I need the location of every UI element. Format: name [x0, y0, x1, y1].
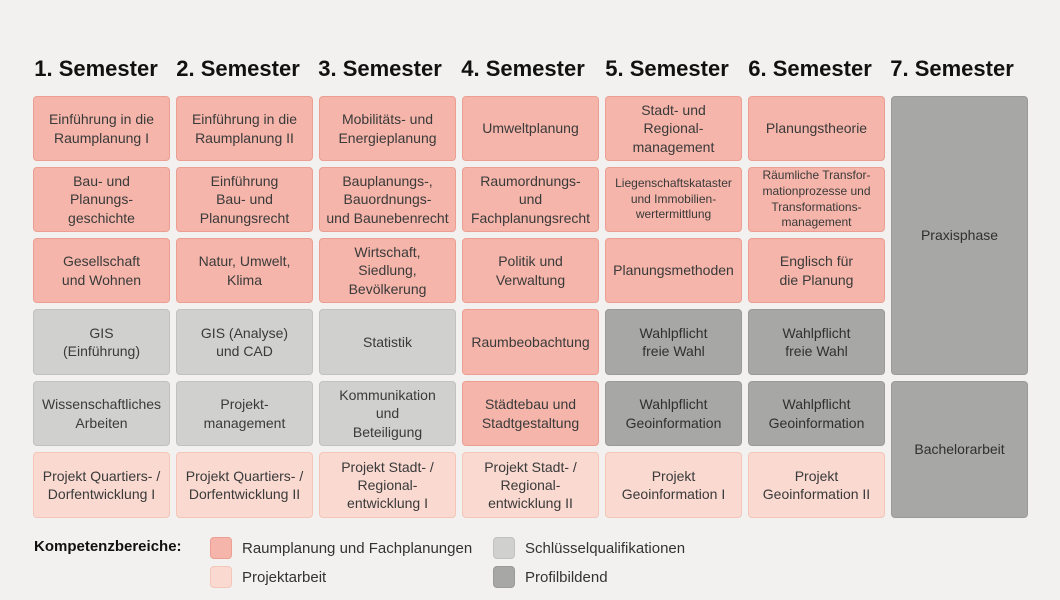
- module-gis-einfuehrung: GIS (Einführung): [33, 309, 170, 375]
- legend-title: Kompetenzbereiche:: [34, 538, 182, 555]
- module-planungstheorie: Planungstheorie: [748, 96, 885, 161]
- legend-item-projektarbeit: [210, 566, 326, 588]
- module-bachelorarbeit: Bachelorarbeit: [891, 381, 1028, 518]
- module-projekt-quartiers-2: Projekt Quartiers- / Dorfentwicklung II: [176, 452, 313, 518]
- module-praxisphase: Praxisphase: [891, 96, 1028, 375]
- semester-6-header: 6. Semester: [748, 56, 872, 81]
- module-kommunikation: Kommunikation und Beteiligung: [319, 381, 456, 446]
- module-einfuehrung-raumplanung-2: Einführung in die Raumplanung II: [176, 96, 313, 161]
- module-projekt-geoinformation-2: Projekt Geoinformation II: [748, 452, 885, 518]
- module-wahlpflicht-freie-wahl-6: Wahlpflicht freie Wahl: [748, 309, 885, 375]
- legend-swatch-projektarbeit: [210, 566, 232, 588]
- module-wissenschaftliches-arbeiten: Wissenschaftliches Arbeiten: [33, 381, 170, 446]
- module-liegenschaftskataster: Liegenschaftskataster und Immobilien- wertermittlung: [605, 167, 742, 232]
- semester-4-header: 4. Semester: [461, 56, 585, 81]
- module-politik-verwaltung: Politik und Verwaltung: [462, 238, 599, 303]
- module-wahlpflicht-geoinformation-5: Wahlpflicht Geoinformation: [605, 381, 742, 446]
- semester-1-header: 1. Semester: [34, 56, 158, 81]
- module-projekt-geoinformation-1: Projekt Geoinformation I: [605, 452, 742, 518]
- legend-swatch-schluessel: [493, 537, 515, 559]
- module-raumbeobachtung: Raumbeobachtung: [462, 309, 599, 375]
- module-transformationsprozesse: Räumliche Transfor- mationprozesse und Transformations- management: [748, 167, 885, 232]
- legend-swatch-profil: [493, 566, 515, 588]
- module-mobilitaet-energie: Mobilitäts- und Energieplanung: [319, 96, 456, 161]
- semester-3-header: 3. Semester: [318, 56, 442, 81]
- semester-5-header: 5. Semester: [605, 56, 729, 81]
- legend-item-schluessel: [493, 537, 685, 559]
- module-einfuehrung-raumplanung-1: Einführung in die Raumplanung I: [33, 96, 170, 161]
- legend-label-schluessel: Schlüsselqualifikationen: [525, 539, 686, 557]
- module-projekt-stadt-2: Projekt Stadt- / Regional- entwicklung II: [462, 452, 599, 518]
- module-statistik: Statistik: [319, 309, 456, 375]
- module-bau-planungsgeschichte: Bau- und Planungs- geschichte: [33, 167, 170, 232]
- module-projekt-stadt-1: Projekt Stadt- / Regional- entwicklung I: [319, 452, 456, 518]
- module-englisch-planung: Englisch für die Planung: [748, 238, 885, 303]
- module-staedtebau: Städtebau und Stadtgestaltung: [462, 381, 599, 446]
- legend-label-raumplanung: Raumplanung und Fachplanungen: [242, 539, 473, 557]
- module-natur-umwelt-klima: Natur, Umwelt, Klima: [176, 238, 313, 303]
- module-einfuehrung-baurecht: Einführung Bau- und Planungsrecht: [176, 167, 313, 232]
- module-stadt-regionalmanagement: Stadt- und Regional- management: [605, 96, 742, 161]
- legend-item-raumplanung: [210, 537, 472, 559]
- module-wahlpflicht-freie-wahl-5: Wahlpflicht freie Wahl: [605, 309, 742, 375]
- legend-item-profil: [493, 566, 608, 588]
- module-projekt-quartiers-1: Projekt Quartiers- / Dorfentwicklung I: [33, 452, 170, 518]
- semester-2-header: 2. Semester: [176, 56, 300, 81]
- module-wahlpflicht-geoinformation-6: Wahlpflicht Geoinformation: [748, 381, 885, 446]
- module-umweltplanung: Umweltplanung: [462, 96, 599, 161]
- legend-swatch-raumplanung: [210, 537, 232, 559]
- module-planungsmethoden: Planungsmethoden: [605, 238, 742, 303]
- legend-label-profil: Profilbildend: [525, 568, 608, 586]
- module-bauplanungsrecht: Bauplanungs-, Bauordnungs- und Baunebenrecht: [319, 167, 456, 232]
- semester-7-header: 7. Semester: [890, 56, 1014, 81]
- module-gesellschaft-wohnen: Gesellschaft und Wohnen: [33, 238, 170, 303]
- module-projektmanagement: Projekt- management: [176, 381, 313, 446]
- module-gis-analyse-cad: GIS (Analyse) und CAD: [176, 309, 313, 375]
- module-wirtschaft-siedlung: Wirtschaft, Siedlung, Bevölkerung: [319, 238, 456, 303]
- legend-label-projektarbeit: Projektarbeit: [242, 568, 327, 586]
- module-raumordnungsrecht: Raumordnungs- und Fachplanungsrecht: [462, 167, 599, 232]
